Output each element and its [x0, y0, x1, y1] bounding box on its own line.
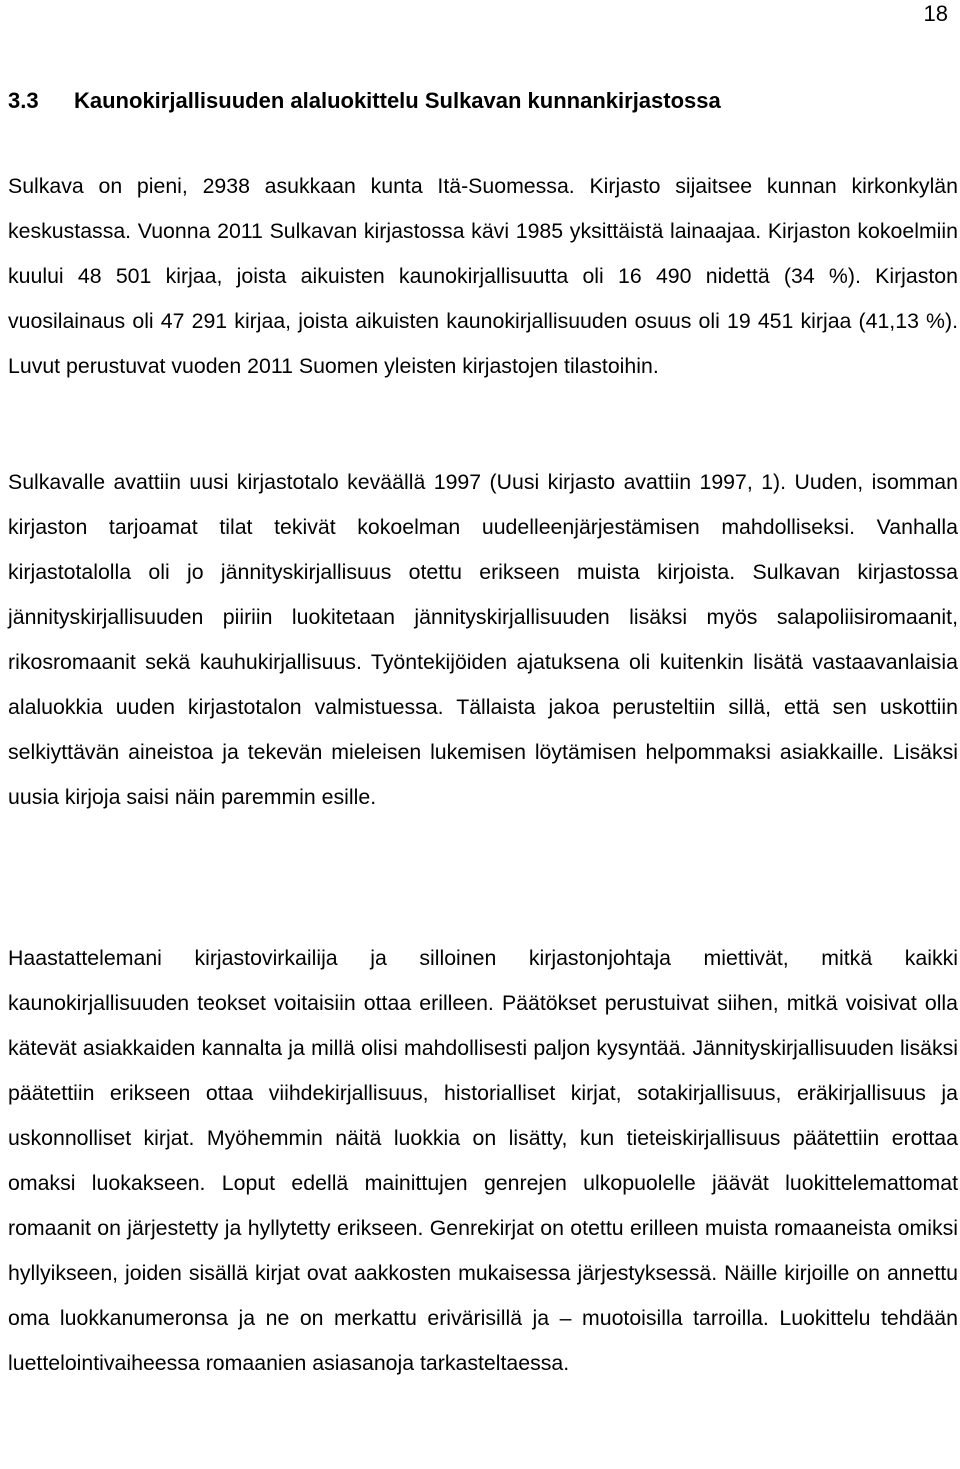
paragraph-classification: Haastattelemani kirjastovirkailija ja silloinen kirjastonjohtaja miettivät, mitkä kaikki kaunokirjallisuuden teokset voitaisiin ottaa erilleen. Päätökset perustuivat siihen, mitkä voisivat olla kätevät asiakkaiden kannalta ja millä olisi mahdollisesti paljon kysyntää. Jännityskirjallisuuden lisäksi päätettiin erikseen ottaa viihdekirjallisuus, historialliset kirjat, sotakirjallisuus, eräkirjallisuus ja uskonnolliset kirjat. Myöhemmin näitä luokkia on lisätty, kun tieteiskirjallisuus päätettiin erottaa omaksi luokakseen. Loput edellä mainittujen genrejen ulkopuolelle jäävät luokittelemattomat romaanit on järjestetty ja hyllytetty erikseen. Genrekirjat on otettu erilleen muista romaaneista omiksi hyllyikseen, joiden sisällä kirjat ovat aakkosten mukaisessa järjestyksessä. Näille kirjoille on annettu oma luokkanumeronsa ja ne on merkattu erivärisillä ja – muotoisilla tarroilla. Luokittelu tehdään luettelointivaiheessa romaanien asiasanoja tarkasteltaessa. — [8, 946, 958, 1375]
section-number: 3.3 — [8, 88, 39, 113]
paragraph-new-library: Sulkavalle avattiin uusi kirjastotalo keväällä 1997 (Uusi kirjasto avattiin 1997, 1). Uuden, isomman kirjaston tarjoamat tilat tekivät kokoelman uudelleenjärjestämisen mahdolliseksi. Vanhalla kirjastotalolla oli jo jännityskirjallisuus otettu erikseen muista kirjoista. Sulkavan kirjastossa jännityskirjallisuuden piiriin luokitetaan jännityskirjallisuuden lisäksi myös salapoliisiromaanit, rikosromaanit sekä kauhukirjallisuus. Työntekijöiden ajatuksena oli kuitenkin lisätä vastaavanlaisia alaluokkia uuden kirjastotalon valmistuessa. Tällaista jakoa perusteltiin sillä, että sen uskottiin selkiyttävän aineistoa ja tekevän mieleisen lukemisen löytämisen helpommaksi asiakkaille. Lisäksi uusia kirjoja saisi näin paremmin esille. — [8, 470, 958, 809]
paragraph-intro: Sulkava on pieni, 2938 asukkaan kunta Itä-Suomessa. Kirjasto sijaitsee kunnan kirkonkylän keskustassa. Vuonna 2011 Sulkavan kirjastossa kävi 1985 yksittäistä lainaajaa. Kirjaston kokoelmiin kuului 48 501 kirjaa, joista aikuisten kaunokirjallisuutta oli 16 490 nidettä (34 %). Kirjaston vuosilainaus oli 47 291 kirjaa, joista aikuisten kaunokirjallisuuden osuus oli 19 451 kirjaa (41,13 %). Luvut perustuvat vuoden 2011 Suomen yleisten kirjastojen tilastoihin. — [8, 174, 958, 378]
section-heading — [8, 86, 948, 116]
page-number: 18 — [923, 1, 948, 26]
section-title: Kaunokirjallisuuden alaluokittelu Sulkavan kunnankirjastossa — [74, 88, 721, 113]
